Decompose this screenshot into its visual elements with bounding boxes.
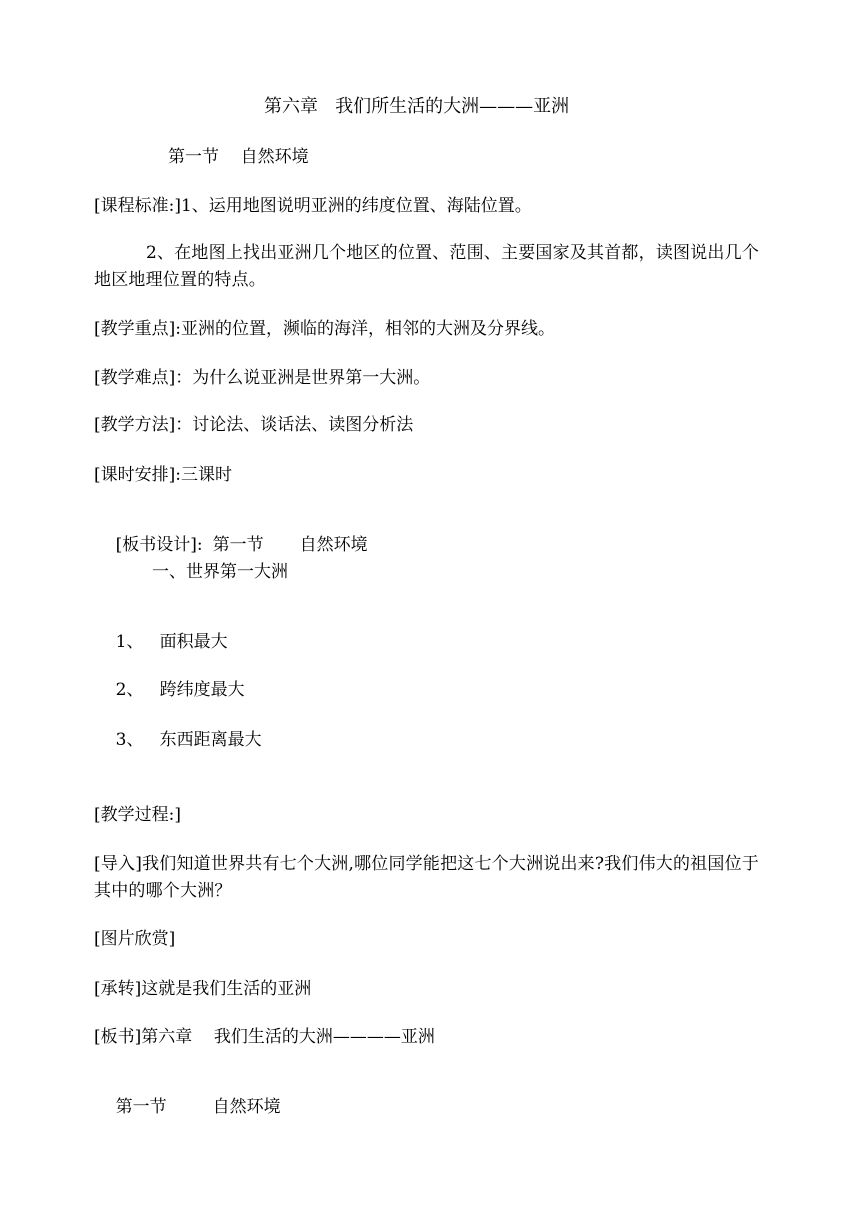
chapter-title: 第六章 我们所生活的大洲———亚洲 <box>264 96 570 117</box>
intro-paragraph: [导入]我们知道世界共有七个大洲,哪位同学能把这七个大洲说出来?我们伟大的祖国位于其中的哪个大洲？ <box>94 854 759 901</box>
teaching-process-heading: [教学过程:] <box>94 805 181 825</box>
transition-text: [承转]这就是我们生活的亚洲 <box>94 979 312 999</box>
list-item-text: 面积最大 <box>159 632 228 652</box>
picture-appreciation: [图片欣赏] <box>94 929 176 949</box>
board-design-label: [板书设计]: <box>115 535 203 555</box>
list-item-text: 跨纬度最大 <box>159 680 245 700</box>
board-writing: [板书]第六章 我们生活的大洲————亚洲 <box>94 1027 435 1047</box>
curriculum-standard-1: [课程标准:]1、运用地图说明亚洲的纬度位置、海陆位置。 <box>94 196 532 216</box>
curriculum-standard-2: 2、在地图上找出亚洲几个地区的位置、范围、主要国家及其首都，读图说出几个地区地理位置的特点。 <box>94 243 760 290</box>
teaching-key-point: [教学重点]:亚洲的位置，濒临的海洋，相邻的大洲及分界线。 <box>94 319 555 339</box>
list-item-text: 东西距离最大 <box>159 730 262 750</box>
list-item-number: 3、 <box>115 730 144 750</box>
teaching-difficulty: [教学难点]：为什么说亚洲是世界第一大洲。 <box>94 368 431 388</box>
teaching-method: [教学方法]：讨论法、谈话法、读图分析法 <box>94 415 414 435</box>
board-design-section: 第一节 <box>212 535 264 555</box>
board-design-topic: 自然环境 <box>299 535 368 555</box>
outline-heading: 一、世界第一大洲 <box>152 562 288 582</box>
list-item <box>94 707 262 773</box>
list-item-number: 2、 <box>115 680 144 700</box>
list-item-number: 1、 <box>115 632 144 652</box>
section-repeat <box>94 1074 281 1140</box>
class-hours: [课时安排]:三课时 <box>94 465 232 485</box>
section-repeat-label: 第一节 <box>115 1097 167 1117</box>
section-title: 第一节 自然环境 <box>168 147 309 167</box>
section-repeat-topic: 自然环境 <box>212 1097 281 1117</box>
